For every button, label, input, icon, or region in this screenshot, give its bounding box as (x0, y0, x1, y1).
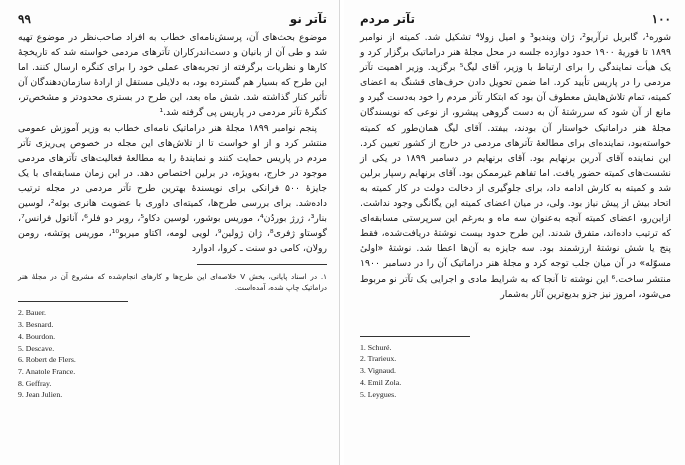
right-page-number: ۱۰۰ (651, 12, 671, 26)
right-paragraph-1: شوره¹، گابریل ترآریو²، ژان ویندیو³ و امیل زولا⁴ تشکیل شد. کمیته از نوامبر ۱۸۹۹ تا فوریهٔ ۱۹۰۰ حدود دوازده جلسه در محل مجلهٔ هنر دراماتیک برگزار کرد و یک هیأت نمایندگی را برای ارتباط با وزیر، آقای لیگ⁵ برگزید. وزیر اهمیت تآتر مردمی را در پاریس تأیید کرد. اما ضمن تحویل دادن حرف‌های قشنگ به اعضای کمیته، تمام تلاش‌هایش معطوف آن بود که ابتکار تآتر مردم را خود به‌دست گیرد و مانع از آن شود که سررشتهٔ آن به دست گروهی پیشرو، از نوعی که نویسندگان مجلهٔ هنر دراماتیک خواستار آن بودند، بیفتد. آقای لیگ همان‌طور که کمیته خواسته‌بود، نماینده‌ای برای مطالعهٔ تآترهای مردمی در خارج از کشور تعیین کرد. این نماینده آقای آدرین برنهایم بود. آقای برنهایم در دسامبر ۱۸۹۹ در یکی از نشست‌های کمیته حضور یافت. اما تفاهم غیرممکن بود. آقای برنهایم رسپار برلین شد و کمیته به کارش ادامه داد، برای جلوگیری از دخالت دولت در کار کمیته به اتحاد بیش از پیش نیاز بود. ولی، در میان اعضای کمیته این یگانگی وجود نداشت. ازاین‌رو، اعضای کمیته آنچه به‌عنوان سه ماه و به‌رغم این سرپرستی مسابقه‌ای که ترتیب داده‌اند، متفرق شدند. این طرح حدود بیست نوشتهٔ دریافت‌شده، فقط پنج یا شش نوشتهٔ ارزشمند بود. سه جایزه به آن‌ها اعطا شد. نوشتهٔ «اولیٔ مسوّله» در آن میان جلب توجه کرد و مجلهٔ هنر دراماتیک آن را در دسامبر ۱۹۰۰ منتشر ساخت.⁶ این نوشته تا آنجا که به شرایط مادی و اجرایی یک تآتر نو مربوط می‌شود، امروز نیز جزو بدیع‌ترین آثار به‌شمار (360, 32, 672, 300)
left-paragraph-2: پنجم نوامبر ۱۸۹۹ مجلهٔ هنر دراماتیک نامه‌ای خطاب به وزیر آموزش عمومی منتشر کرد و از او خواست تا از تلاش‌های این مجله در خصوص پی‌ریزی تآتر مردم در پاریس حمایت کنند و نمایندهٔ را به مطالعهٔ فعالیت‌های تآترهای مردمی موجود در خارج، به‌ویژه، در برلین اختصاص دهد. در این زمان مسابقه‌ای با یک جایزهٔ ۵۰۰ فرانکی برای نویسندهٔ بهترین طرح تآتر مردمی در مجله ترتیب داده‌شد. برای بررسی طرح‌ها، کمیته‌ای داوری با عضویت هانری بوئه²، لوسین بنار³، ژرژ بوردُن⁴، موریس بوشور، لوسین دکاو⁵، روبر دو فلر⁶، آناتول فرانس⁷، گوستاو ژفری⁸، ژان ژولین⁹، لویی لومه، اکتاو میربو¹⁰، موریس پوتشه، رومن رولان، کامی دو سنت ـ کروا، ادوارد (18, 122, 328, 255)
left-footnotes (18, 307, 327, 401)
left-page (0, 0, 340, 465)
right-page-header (360, 12, 671, 26)
footnote-item: 4. Bourdon. (18, 331, 56, 341)
right-running-title: تآتر مردم (360, 12, 416, 26)
latin-footnote-divider (360, 336, 470, 337)
footnote-item: 6. Robert de Flers. (18, 355, 76, 365)
footnote-item: 1. Schuré. (360, 342, 392, 352)
footnote-item: 9. Jean Julien. (18, 390, 63, 400)
footnote-divider (197, 264, 327, 265)
latin-footnote-divider (18, 301, 128, 302)
persian-footnote: ۱. در اسناد پایانی، بخش V خلاصه‌ای این طرح‌ها و کارهای انجام‌شده که مشروع آن در مجلهٔ هنر دراماتیک چاپ شده، آمده‌است. (18, 272, 327, 293)
footnote-item: 3. Besnard. (18, 320, 54, 330)
left-running-title: تآتر نو (289, 12, 327, 26)
footnote-item: 2. Bauer. (18, 308, 46, 318)
left-page-header (18, 12, 327, 26)
footnote-item: 4. Emil Zola. (360, 377, 402, 387)
left-body-text (18, 30, 327, 256)
left-paragraph-1: موضوع بحث‌های آن، پرسش‌نامه‌ای خطاب به افراد صاحب‌نظر در موضوع تهیه شد و طی آن از بانیان و دست‌اندرکاران تآترهای مردمی خواسته شد که تاریخچهٔ کارها و نظریات برگرفته از تجربه‌های عملی خود را برای کنگره ارسال کنند. اما این طرح که بسیار هم گسترده بود، به دلایلی مستقل از ارادهٔ سازمان‌دهندگان آن تأثیر کنار گذاشته شد. شش ماه بعد، این طرح در بستری محدودتر و مشخص‌تر، کنگرهٔ تآتر مردمی در پاریس پی گرفته شد.¹ (18, 32, 327, 119)
footnote-item: 5. Leygues. (360, 389, 397, 399)
footnote-item: 3. Vignaud. (360, 366, 396, 376)
footnote-item: 8. Geffray. (18, 378, 52, 388)
left-page-number: ۹۹ (18, 12, 31, 26)
footnote-item: 5. Descave. (18, 343, 55, 353)
right-footnotes (360, 342, 671, 401)
footnote-item: 2. Trarieux. (360, 354, 397, 364)
footnote-item: 7. Anatole France. (18, 366, 76, 376)
right-body-text (360, 30, 671, 302)
right-page (344, 0, 685, 465)
